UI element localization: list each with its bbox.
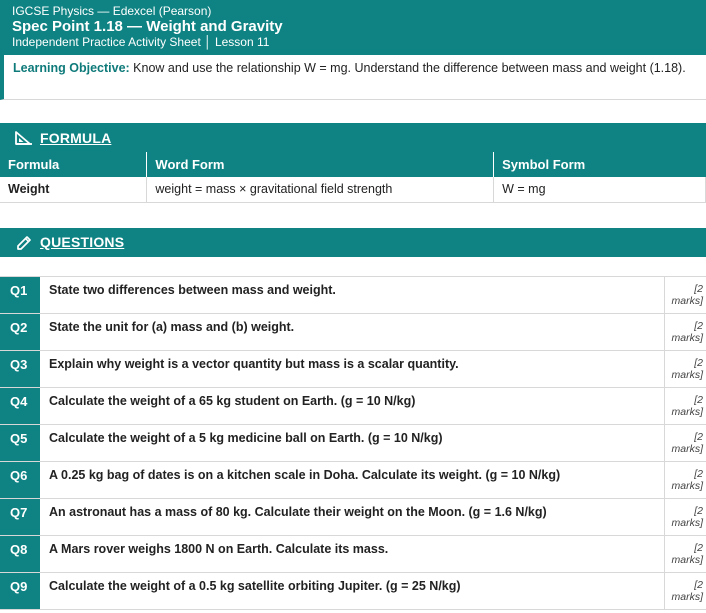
- page-title: Spec Point 1.18 — Weight and Gravity: [12, 18, 283, 35]
- questions-section-title: QUESTIONS: [40, 234, 125, 250]
- question-text: Calculate the weight of a 65 kg student on Earth. (g = 10 N/kg): [40, 388, 665, 424]
- question-row: [0, 388, 706, 425]
- question-row: [0, 536, 706, 573]
- marks-line-2: marks]: [671, 405, 703, 418]
- question-row: [0, 351, 706, 388]
- question-number: Q2: [0, 314, 40, 350]
- question-number: Q9: [0, 573, 40, 609]
- question-marks: [665, 573, 706, 609]
- formula-table-row: [0, 177, 706, 202]
- question-row: [0, 314, 706, 351]
- question-text: State two differences between mass and weight.: [40, 277, 665, 313]
- question-number: Q8: [0, 536, 40, 572]
- question-text: A Mars rover weighs 1800 N on Earth. Calculate its mass.: [40, 536, 665, 572]
- formula-table: [0, 152, 706, 203]
- question-marks: [665, 314, 706, 350]
- question-text: Explain why weight is a vector quantity but mass is a scalar quantity.: [40, 351, 665, 387]
- question-marks: [665, 388, 706, 424]
- marks-line-2: marks]: [671, 442, 703, 455]
- question-text: Calculate the weight of a 5 kg medicine ball on Earth. (g = 10 N/kg): [40, 425, 665, 461]
- question-marks: [665, 351, 706, 387]
- question-marks: [665, 277, 706, 313]
- page-header: [0, 0, 706, 55]
- column-header-symbol-form: Symbol Form: [494, 152, 706, 177]
- marks-line-1: [2: [694, 578, 703, 591]
- question-number: Q1: [0, 277, 40, 313]
- marks-line-1: [2: [694, 319, 703, 332]
- questions-list: [0, 277, 706, 610]
- pencil-icon: [14, 234, 34, 250]
- marks-line-2: marks]: [671, 331, 703, 344]
- word-form-cell: weight = mass × gravitational field strength: [147, 177, 494, 202]
- question-marks: [665, 425, 706, 461]
- question-number: Q7: [0, 499, 40, 535]
- marks-line-2: marks]: [671, 553, 703, 566]
- formula-name-cell: Weight: [0, 177, 147, 202]
- question-number: Q5: [0, 425, 40, 461]
- marks-line-2: marks]: [671, 479, 703, 492]
- marks-line-1: [2: [694, 541, 703, 554]
- question-row: [0, 425, 706, 462]
- question-marks: [665, 462, 706, 498]
- question-number: Q6: [0, 462, 40, 498]
- formula-section-title: FORMULA: [40, 129, 112, 146]
- marks-line-1: [2: [694, 430, 703, 443]
- question-row: [0, 462, 706, 499]
- column-header-word-form: Word Form: [147, 152, 494, 177]
- learning-objective: [0, 55, 706, 100]
- set-square-icon: [14, 130, 34, 146]
- formula-section-header: [0, 123, 706, 152]
- question-marks: [665, 499, 706, 535]
- question-row: [0, 499, 706, 536]
- symbol-form-cell: W = mg: [494, 177, 706, 202]
- learning-objective-label: Learning Objective:: [13, 61, 130, 75]
- column-header-formula: Formula: [0, 152, 147, 177]
- question-row: [0, 277, 706, 314]
- course-name: IGCSE Physics — Edexcel (Pearson): [12, 4, 212, 18]
- question-text: Calculate the weight of a 0.5 kg satellite orbiting Jupiter. (g = 25 N/kg): [40, 573, 665, 609]
- marks-line-2: marks]: [671, 368, 703, 381]
- marks-line-1: [2: [694, 467, 703, 480]
- question-number: Q4: [0, 388, 40, 424]
- formula-table-header-row: [0, 152, 706, 177]
- question-row: [0, 573, 706, 610]
- marks-line-2: marks]: [671, 294, 703, 307]
- marks-line-1: [2: [694, 393, 703, 406]
- question-number: Q3: [0, 351, 40, 387]
- question-text: State the unit for (a) mass and (b) weight.: [40, 314, 665, 350]
- question-text: A 0.25 kg bag of dates is on a kitchen scale in Doha. Calculate its weight. (g = 10 N/kg): [40, 462, 665, 498]
- learning-objective-text: Know and use the relationship W = mg. Understand the difference between mass and weight (1.18).: [129, 61, 686, 75]
- question-marks: [665, 536, 706, 572]
- page-subtitle: Independent Practice Activity Sheet │ Lesson 11: [12, 35, 270, 49]
- marks-line-1: [2: [694, 282, 703, 295]
- marks-line-2: marks]: [671, 516, 703, 529]
- question-text: An astronaut has a mass of 80 kg. Calculate their weight on the Moon. (g = 1.6 N/kg): [40, 499, 665, 535]
- marks-line-1: [2: [694, 504, 703, 517]
- questions-section-header: [0, 228, 706, 257]
- marks-line-1: [2: [694, 356, 703, 369]
- marks-line-2: marks]: [671, 590, 703, 603]
